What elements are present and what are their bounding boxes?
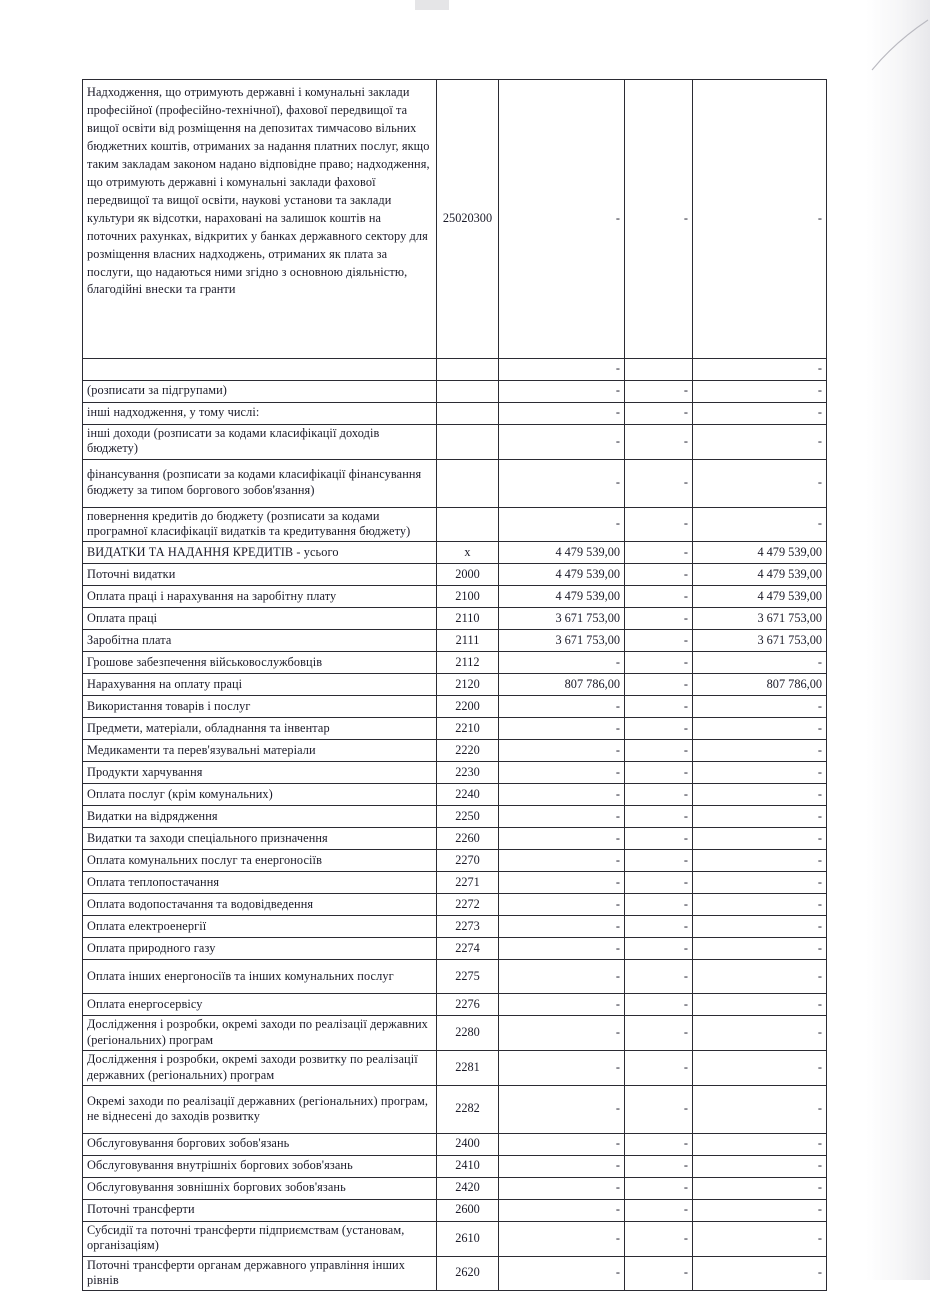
scan-edge-shadow	[866, 0, 930, 1280]
row-general-value: -	[625, 1177, 693, 1199]
row-special-value: -	[693, 1085, 827, 1133]
row-special-value: -	[693, 1155, 827, 1177]
row-special-value: -	[693, 960, 827, 994]
row-code: 2112	[437, 652, 499, 674]
row-label: Поточні трансферти органам державного управління інших рівнів	[83, 1256, 437, 1291]
row-total-value: -	[499, 1051, 625, 1086]
table-row	[83, 894, 827, 916]
row-total-value: -	[499, 828, 625, 850]
row-general-value: -	[625, 608, 693, 630]
row-total-value: -	[499, 381, 625, 403]
row-label: Предмети, матеріали, обладнання та інвентар	[83, 718, 437, 740]
row-label: Обслуговування боргових зобов'язань	[83, 1133, 437, 1155]
row-total-value: -	[499, 80, 625, 359]
row-special-value: -	[693, 784, 827, 806]
row-general-value: -	[625, 828, 693, 850]
row-general-value: -	[625, 718, 693, 740]
table-row	[83, 1051, 827, 1086]
row-general-value: -	[625, 850, 693, 872]
row-general-value: -	[625, 630, 693, 652]
row-special-value: -	[693, 1016, 827, 1051]
table-row	[83, 507, 827, 542]
row-label	[83, 359, 437, 381]
row-code: 25020300	[437, 80, 499, 359]
row-total-value: 3 671 753,00	[499, 630, 625, 652]
table-row	[83, 696, 827, 718]
row-label: фінансування (розписати за кодами класифікації фінансування бюджету за типом боргового зобов'язання)	[83, 459, 437, 507]
row-total-value: 4 479 539,00	[499, 586, 625, 608]
row-label: Оплата праці і нарахування на заробітну плату	[83, 586, 437, 608]
row-code: 2275	[437, 960, 499, 994]
row-total-value: -	[499, 1221, 625, 1256]
row-general-value: -	[625, 872, 693, 894]
row-code	[437, 359, 499, 381]
row-general-value: -	[625, 507, 693, 542]
table-row	[83, 1016, 827, 1051]
row-general-value: -	[625, 1016, 693, 1051]
row-label: інші доходи (розписати за кодами класифікації доходів бюджету)	[83, 425, 437, 460]
row-general-value: -	[625, 403, 693, 425]
row-label: Оплата послуг (крім комунальних)	[83, 784, 437, 806]
row-special-value: -	[693, 425, 827, 460]
row-label: Дослідження і розробки, окремі заходи по реалізації державних (регіональних) програм	[83, 1016, 437, 1051]
row-special-value: -	[693, 652, 827, 674]
row-label: Видатки та заходи спеціального призначення	[83, 828, 437, 850]
row-general-value: -	[625, 1133, 693, 1155]
row-total-value: -	[499, 960, 625, 994]
row-total-value: -	[499, 359, 625, 381]
table-row	[83, 784, 827, 806]
row-label: Заробітна плата	[83, 630, 437, 652]
row-label: Використання товарів і послуг	[83, 696, 437, 718]
row-total-value: -	[499, 652, 625, 674]
table-row	[83, 1085, 827, 1133]
table-row	[83, 652, 827, 674]
row-code: 2400	[437, 1133, 499, 1155]
row-special-value: -	[693, 80, 827, 359]
row-total-value: 4 479 539,00	[499, 542, 625, 564]
row-total-value: -	[499, 1085, 625, 1133]
row-code: 2281	[437, 1051, 499, 1086]
row-total-value: -	[499, 1177, 625, 1199]
row-code: 2273	[437, 916, 499, 938]
row-special-value: -	[693, 806, 827, 828]
row-code: 2250	[437, 806, 499, 828]
table-row	[83, 1199, 827, 1221]
row-code: 2240	[437, 784, 499, 806]
table-row	[83, 542, 827, 564]
row-code: 2220	[437, 740, 499, 762]
row-special-value: -	[693, 1221, 827, 1256]
row-total-value: -	[499, 994, 625, 1016]
table-row	[83, 586, 827, 608]
row-label: інші надходження, у тому числі:	[83, 403, 437, 425]
row-special-value: 4 479 539,00	[693, 564, 827, 586]
budget-table	[82, 79, 827, 1291]
row-label: (розписати за підгрупами)	[83, 381, 437, 403]
row-general-value: -	[625, 740, 693, 762]
row-label: Нарахування на оплату праці	[83, 674, 437, 696]
row-code	[437, 425, 499, 460]
row-general-value: -	[625, 696, 693, 718]
row-total-value: 3 671 753,00	[499, 608, 625, 630]
table-row	[83, 80, 827, 359]
row-total-value: -	[499, 894, 625, 916]
row-code: 2280	[437, 1016, 499, 1051]
row-label: ВИДАТКИ ТА НАДАННЯ КРЕДИТІВ - усього	[83, 542, 437, 564]
row-total-value: -	[499, 425, 625, 460]
budget-table-body	[83, 80, 827, 1291]
row-special-value: -	[693, 381, 827, 403]
row-special-value: -	[693, 696, 827, 718]
row-label: Продукти харчування	[83, 762, 437, 784]
row-label: Оплата енергосервісу	[83, 994, 437, 1016]
row-code: 2270	[437, 850, 499, 872]
row-general-value: -	[625, 1051, 693, 1086]
row-label: Субсидії та поточні трансферти підприємствам (установам, організаціям)	[83, 1221, 437, 1256]
row-special-value: 3 671 753,00	[693, 630, 827, 652]
row-total-value: 807 786,00	[499, 674, 625, 696]
table-row	[83, 425, 827, 460]
row-general-value: -	[625, 1221, 693, 1256]
row-label: Поточні видатки	[83, 564, 437, 586]
row-special-value: 3 671 753,00	[693, 608, 827, 630]
row-special-value: -	[693, 459, 827, 507]
row-label: Окремі заходи по реалізації державних (регіональних) програм, не віднесені до заходів розвитку	[83, 1085, 437, 1133]
row-general-value: -	[625, 1256, 693, 1291]
table-row	[83, 762, 827, 784]
row-label: Оплата комунальних послуг та енергоносіїв	[83, 850, 437, 872]
table-row	[83, 403, 827, 425]
row-special-value: -	[693, 938, 827, 960]
row-label: Обслуговування зовнішніх боргових зобов'язань	[83, 1177, 437, 1199]
table-row	[83, 740, 827, 762]
scan-page-curl	[850, 18, 930, 78]
table-row	[83, 806, 827, 828]
row-code: 2120	[437, 674, 499, 696]
row-total-value: -	[499, 1199, 625, 1221]
row-label: Дослідження і розробки, окремі заходи розвитку по реалізації державних (регіональних) програм	[83, 1051, 437, 1086]
row-label: Оплата природного газу	[83, 938, 437, 960]
row-label: Медикаменти та перев'язувальні матеріали	[83, 740, 437, 762]
row-total-value: -	[499, 762, 625, 784]
row-total-value: -	[499, 459, 625, 507]
row-code: 2271	[437, 872, 499, 894]
row-general-value: -	[625, 960, 693, 994]
row-code: 2111	[437, 630, 499, 652]
row-general-value: -	[625, 916, 693, 938]
row-special-value: -	[693, 994, 827, 1016]
table-row	[83, 381, 827, 403]
row-label: Оплата інших енергоносіїв та інших комунальних послуг	[83, 960, 437, 994]
row-total-value: -	[499, 1133, 625, 1155]
row-general-value: -	[625, 938, 693, 960]
row-total-value: -	[499, 718, 625, 740]
row-special-value: -	[693, 359, 827, 381]
row-code: 2110	[437, 608, 499, 630]
table-row	[83, 994, 827, 1016]
row-special-value: 4 479 539,00	[693, 542, 827, 564]
row-total-value: -	[499, 696, 625, 718]
row-general-value: -	[625, 425, 693, 460]
row-label: повернення кредитів до бюджету (розписати за кодами програмної класифікації видатків та кредитування бюджету)	[83, 507, 437, 542]
row-code: 2210	[437, 718, 499, 740]
row-total-value: -	[499, 916, 625, 938]
row-label: Оплата теплопостачання	[83, 872, 437, 894]
row-total-value: -	[499, 1016, 625, 1051]
row-code: 2200	[437, 696, 499, 718]
table-row	[83, 608, 827, 630]
row-code: 2600	[437, 1199, 499, 1221]
row-total-value: 4 479 539,00	[499, 564, 625, 586]
row-special-value: 4 479 539,00	[693, 586, 827, 608]
table-row	[83, 828, 827, 850]
scan-artifact-top	[415, 0, 449, 10]
row-special-value: -	[693, 740, 827, 762]
row-general-value: -	[625, 1199, 693, 1221]
row-total-value: -	[499, 784, 625, 806]
row-special-value: -	[693, 850, 827, 872]
row-code: 2410	[437, 1155, 499, 1177]
table-row	[83, 630, 827, 652]
row-code	[437, 507, 499, 542]
row-label: Оплата праці	[83, 608, 437, 630]
row-special-value: -	[693, 762, 827, 784]
row-label: Грошове забезпечення військовослужбовців	[83, 652, 437, 674]
row-general-value: -	[625, 381, 693, 403]
row-code: 2610	[437, 1221, 499, 1256]
row-total-value: -	[499, 1256, 625, 1291]
row-special-value: -	[693, 894, 827, 916]
row-code	[437, 459, 499, 507]
row-code	[437, 381, 499, 403]
row-general-value: -	[625, 806, 693, 828]
row-special-value: -	[693, 718, 827, 740]
row-total-value: -	[499, 872, 625, 894]
row-total-value: -	[499, 403, 625, 425]
row-general-value: -	[625, 80, 693, 359]
table-row	[83, 1177, 827, 1199]
row-general-value: -	[625, 674, 693, 696]
row-total-value: -	[499, 806, 625, 828]
table-row	[83, 960, 827, 994]
row-code: 2620	[437, 1256, 499, 1291]
row-special-value: -	[693, 1199, 827, 1221]
row-special-value: -	[693, 1051, 827, 1086]
table-row	[83, 459, 827, 507]
row-general-value: -	[625, 586, 693, 608]
row-code: 2282	[437, 1085, 499, 1133]
table-row	[83, 564, 827, 586]
row-general-value: -	[625, 1155, 693, 1177]
row-special-value: -	[693, 507, 827, 542]
table-row	[83, 1133, 827, 1155]
row-label: Надходження, що отримують державні і комунальні заклади професійної (професійно-технічної), фахової передвищої та вищої освіти від розміщення на депозитах тимчасово вільних бюджетних коштів, отриманих за надання платних послуг, якщо таким закладам законом надано відповідне право; надходження, що отримують державні і комунальні заклади фахової передвищої та вищої освіти, наукові установи та заклади культури як відсотки, нараховані на залишок коштів на поточних рахунках, відкритих у банках державного сектору для розміщення власних надходжень, отриманих як плата за послуги, що надаються ними згідно з основною діяльністю, благодійні внески та гранти	[83, 80, 437, 359]
row-general-value: -	[625, 894, 693, 916]
table-row	[83, 1221, 827, 1256]
row-code: 2230	[437, 762, 499, 784]
row-code: х	[437, 542, 499, 564]
table-row	[83, 359, 827, 381]
table-row	[83, 938, 827, 960]
row-general-value: -	[625, 652, 693, 674]
row-label: Видатки на відрядження	[83, 806, 437, 828]
row-general-value: -	[625, 542, 693, 564]
row-general-value: -	[625, 994, 693, 1016]
row-code: 2260	[437, 828, 499, 850]
row-label: Обслуговування внутрішніх боргових зобов'язань	[83, 1155, 437, 1177]
row-special-value: -	[693, 916, 827, 938]
row-special-value: -	[693, 1256, 827, 1291]
row-general-value: -	[625, 459, 693, 507]
row-code	[437, 403, 499, 425]
row-label: Оплата водопостачання та водовідведення	[83, 894, 437, 916]
row-special-value: -	[693, 872, 827, 894]
row-special-value: 807 786,00	[693, 674, 827, 696]
table-row	[83, 718, 827, 740]
table-row	[83, 850, 827, 872]
row-code: 2100	[437, 586, 499, 608]
row-general-value: -	[625, 784, 693, 806]
row-code: 2276	[437, 994, 499, 1016]
row-label: Оплата електроенергії	[83, 916, 437, 938]
row-total-value: -	[499, 507, 625, 542]
row-code: 2420	[437, 1177, 499, 1199]
table-row	[83, 872, 827, 894]
table-row	[83, 1155, 827, 1177]
row-general-value: -	[625, 1085, 693, 1133]
row-total-value: -	[499, 740, 625, 762]
row-total-value: -	[499, 1155, 625, 1177]
table-row	[83, 674, 827, 696]
row-code: 2000	[437, 564, 499, 586]
row-general-value: -	[625, 762, 693, 784]
row-special-value: -	[693, 403, 827, 425]
row-label: Поточні трансферти	[83, 1199, 437, 1221]
table-row	[83, 1256, 827, 1291]
row-general-value: -	[625, 564, 693, 586]
row-code: 2272	[437, 894, 499, 916]
row-special-value: -	[693, 1133, 827, 1155]
table-row	[83, 916, 827, 938]
row-special-value: -	[693, 1177, 827, 1199]
row-total-value: -	[499, 850, 625, 872]
row-code: 2274	[437, 938, 499, 960]
row-total-value: -	[499, 938, 625, 960]
row-general-value	[625, 359, 693, 381]
row-special-value: -	[693, 828, 827, 850]
